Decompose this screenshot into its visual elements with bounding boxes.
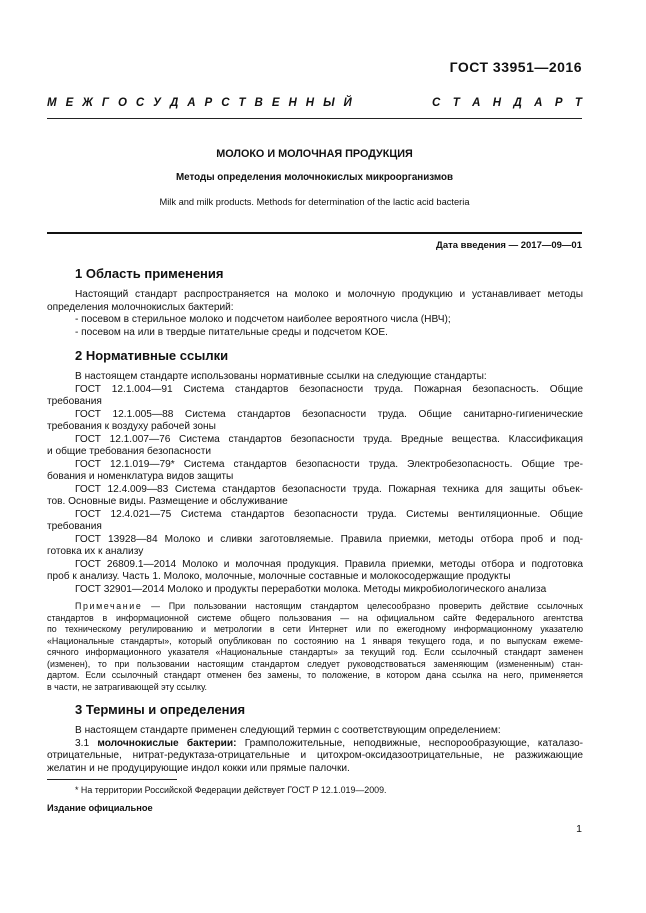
reference-line: ГОСТ 12.4.021—75 Система стандартов безопасности труда. Системы вентиляционные. Общие [75,508,583,520]
standard-category [47,97,582,109]
edition-label: Издание официальное [47,803,153,813]
section-1-line: - посевом в стерильное молоко и подсчетом наиболее вероятного числа (НВЧ); [75,314,451,325]
note-line: дартом. Если ссылочный стандарт отменен без замены, то положение, в котором дана ссылка на него, применяется [47,670,583,680]
term-name: молочнокислые бактерии: [97,737,237,749]
note-line [47,601,583,613]
note-line: «Национальные стандарты», который опубликован по состоянию на 1 января текущего года, и по выпускам ежеме- [47,635,583,646]
document-title: МОЛОКО И МОЛОЧНАЯ ПРОДУКЦИЯ [216,148,413,160]
reference-line: бования и номенклатура видов защиты [47,471,234,482]
reference-line: ГОСТ 12.1.005—88 Система стандартов безопасности труда. Общие санитарно-гигиенические [75,408,583,420]
header-rule [47,118,582,119]
standard-word-standard: С Т А Н Д А Р Т [432,97,582,109]
term-definition-line: желатин и не продуцирующие индол кокки или прямые палочки. [47,762,350,774]
note-line: в части, не затрагивающей эту ссылку. [47,681,207,692]
note-line: (изменен), то при пользовании настоящим стандартом следует руководствоваться заменяющим (измененным) стан- [47,658,583,669]
reference-line: ГОСТ 32901—2014 Молоко и продукты переработки молока. Методы микробиологического анализа [75,583,547,595]
reference-line: ГОСТ 12.1.019—79* Система стандартов безопасности труда. Электробезопасность. Общие тре- [75,458,583,470]
reference-line: и общие требования безопасности [47,446,211,457]
section-3-heading: 3 Термины и определения [75,702,246,717]
reference-line: ГОСТ 12.1.004—91 Система стандартов безопасности труда. Пожарная безопасность. Общие [75,383,583,395]
reference-line: требования [47,521,102,532]
reference-line: проб к анализу. Часть 1. Молоко, молочные, молочные составные и молокосодержащие продукты [47,571,511,582]
standard-word-interstate: М Е Ж Г О С У Д А Р С Т В Е Н Н Ы Й [47,97,352,109]
english-title: Milk and milk products. Methods for determination of the lactic acid bacteria [159,197,470,207]
section-3-intro: В настоящем стандарте применен следующий термин с соответствующим определением: [75,725,501,736]
note-line: по техническому регулированию и метрологии в сети Интернет или по ежегодному информационному указателю [47,624,583,634]
section-1-heading: 1 Область применения [75,266,224,281]
section-2-intro: В настоящем стандарте использованы нормативные ссылки на следующие стандарты: [75,371,487,382]
note-label: Примечание [75,601,143,611]
section-1-line: - посевом на или в твердые питательные среды и подсчетом КОЕ. [75,326,388,338]
reference-line: тов. Основные виды. Размещение и обслуживание [47,496,288,507]
section-1-line: определения молочнокислых бактерий: [47,301,234,313]
note-text: — При пользовании настоящим стандартом целесообразно проверить действие ссылочных [142,601,583,611]
section-1-line: Настоящий стандарт распространяется на молоко и молочную продукцию и устанавливает методы [75,289,583,300]
reference-line: ГОСТ 26809.1—2014 Молоко и молочная продукция. Правила приемки, методы отбора и подготовка [75,558,583,570]
term-definition-text: Грамположительные, неподвижные, неспорообразующие, каталазо- [236,737,583,749]
section-2-heading: 2 Нормативные ссылки [75,348,229,363]
reference-line: требования [47,396,102,407]
note-line: стандартов в информационной системе общего пользования — на официальном сайте Федерального агентства [47,612,583,623]
reference-line: требования к воздуху рабочей зоны [47,421,216,432]
standard-code: ГОСТ 33951—2016 [449,59,582,75]
document-subtitle: Методы определения молочнокислых микроорганизмов [176,172,453,183]
term-definition [47,738,583,751]
footnote-rule [47,779,177,780]
page-number: 1 [576,823,582,835]
note-line: сячного информационного указателя «Национальные стандарты» за текущий год. Если ссылочный стандарт заменен [47,647,583,657]
reference-line: готовка их к анализу [47,546,144,557]
term-definition-line: отрицательные, нитрат-редуктаза-отрицательные и цитохром-оксидазоотрицательные, не разжижающие [47,750,583,761]
document-body [47,266,583,775]
reference-line: ГОСТ 12.1.007—76 Система стандартов безопасности труда. Вредные вещества. Классификация [75,433,583,445]
footnote: * На территории Российской Федерации действует ГОСТ Р 12.1.019—2009. [75,785,387,795]
title-rule [47,232,582,234]
introduction-date: Дата введения — 2017—09—01 [436,240,582,251]
reference-line: ГОСТ 12.4.009—83 Система стандартов безопасности труда. Пожарная техника для защиты объек- [75,483,583,495]
reference-line: ГОСТ 13928—84 Молоко и сливки заготовляемые. Правила приемки, методы отбора проб и под- [75,533,583,545]
term-number: 3.1 [75,737,98,749]
